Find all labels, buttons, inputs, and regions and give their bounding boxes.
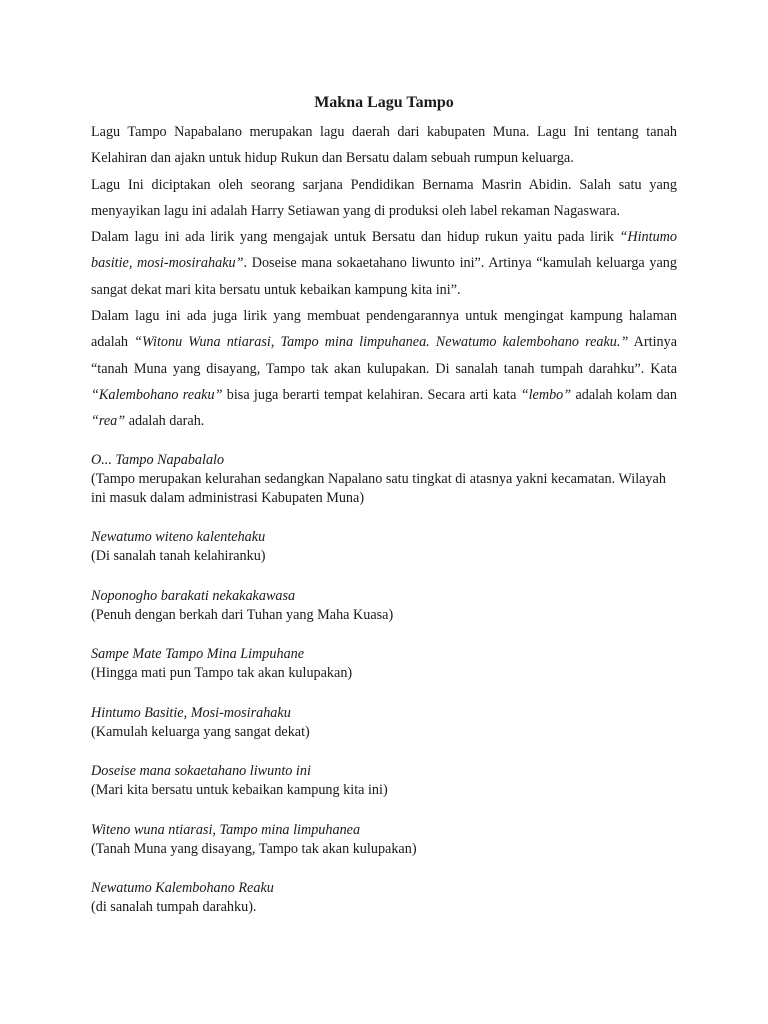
paragraph-text: . Doseise mana sokaetahano liwunto ini”. Artinya “kamulah keluarga yang sangat dekat mari kita bersatu untuk kebaikan kampung kita ini”. [91,255,677,298]
paragraph-text: Lagu Ini diciptakan oleh seorang sarjana Pendidikan Bernama Masrin Abidin. Salah satu yang menyayikan lagu ini adalah Harry Setiawan yang di produksi oleh label rekaman Nagaswara. [91,176,677,219]
paragraph-2 [91,172,677,225]
paragraph-text: Lagu Tampo Napabalano merupakan lagu daerah dari kabupaten Muna. Lagu Ini tentang tanah Kelahiran dan ajakn untuk hidup Rukun dan Bersatu dalam sebuah rumpun keluarga. [91,124,677,167]
lyric-translation: (Tampo merupakan kelurahan sedangkan Napalano satu tingkat di atasnya yakni kecamatan. Wilayah ini masuk dalam administrasi Kabupaten Muna) [91,470,666,506]
lyric-line: Witeno wuna ntiarasi, Tampo mina limpuhanea [91,821,361,838]
paragraph-4 [91,303,677,434]
paragraph-text: Dalam lagu ini ada lirik yang mengajak untuk Bersatu dan hidup rukun yaitu pada lirik [91,229,620,246]
lyric-translation: (Penuh dengan berkah dari Tuhan yang Maha Kuasa) [91,606,394,623]
lyric-line: Noponogho barakati nekakakawasa [91,587,296,604]
paragraph-text: Artinya “tanah Muna yang disayang, Tampo tak akan kulupakan. Di sanalah tanah tumpah darahku”. Kata [91,334,677,377]
lyric-quote: “Hintumo basitie, mosi-mosirahaku” [91,229,677,272]
lyric-translation: (Kamulah keluarga yang sangat dekat) [91,723,310,740]
lyric-quote: “Witonu Wuna ntiarasi, Tampo mina limpuhanea. Newatumo kalembohano reaku.” [134,334,629,351]
lyric-translation: (Tanah Muna yang disayang, Tampo tak akan kulupakan) [91,840,417,857]
lyric-verse [91,645,677,683]
lyric-verse [91,704,677,742]
lyric-line: Newatumo witeno kalentehaku [91,529,266,546]
lyric-line: Hintumo Basitie, Mosi-mosirahaku [91,704,291,721]
lyric-translation: (Mari kita bersatu untuk kebaikan kampung kita ini) [91,782,388,799]
paragraph-text: Dalam lagu ini ada juga lirik yang membuat pendengarannya untuk mengingat kampung halaman adalah [91,308,677,351]
lyric-verse [91,762,677,800]
lyric-verse [91,587,677,625]
lyric-line: Sampe Mate Tampo Mina Limpuhane [91,646,305,663]
lyric-translation: (di sanalah tumpah darahku). [91,899,257,916]
lyric-line: Newatumo Kalembohano Reaku [91,880,274,897]
lyric-translation: (Hingga mati pun Tampo tak akan kulupakan) [91,665,353,682]
document-title: Makna Lagu Tampo [314,94,454,111]
lyric-verse [91,528,677,566]
lyrics-list [91,451,677,918]
paragraph-1 [91,119,677,172]
lyric-verse [91,821,677,859]
paragraph-text: bisa juga berarti tempat kelahiran. Secara arti kata [222,386,521,403]
lyric-translation: (Di sanalah tanah kelahiranku) [91,548,266,565]
lyric-quote: “rea” [91,413,126,430]
lyric-quote: “Kalembohano reaku” [91,386,223,403]
lyric-verse [91,879,677,917]
paragraph-text: adalah darah. [125,413,205,430]
lyric-quote: “lembo” [520,386,572,403]
lyric-verse [91,451,677,508]
lyric-line: O... Tampo Napabalalo [91,451,225,468]
lyric-line: Doseise mana sokaetahano liwunto ini [91,763,311,780]
paragraph-3 [91,224,677,303]
document-body [91,119,677,435]
paragraph-text: adalah kolam dan [571,386,678,403]
